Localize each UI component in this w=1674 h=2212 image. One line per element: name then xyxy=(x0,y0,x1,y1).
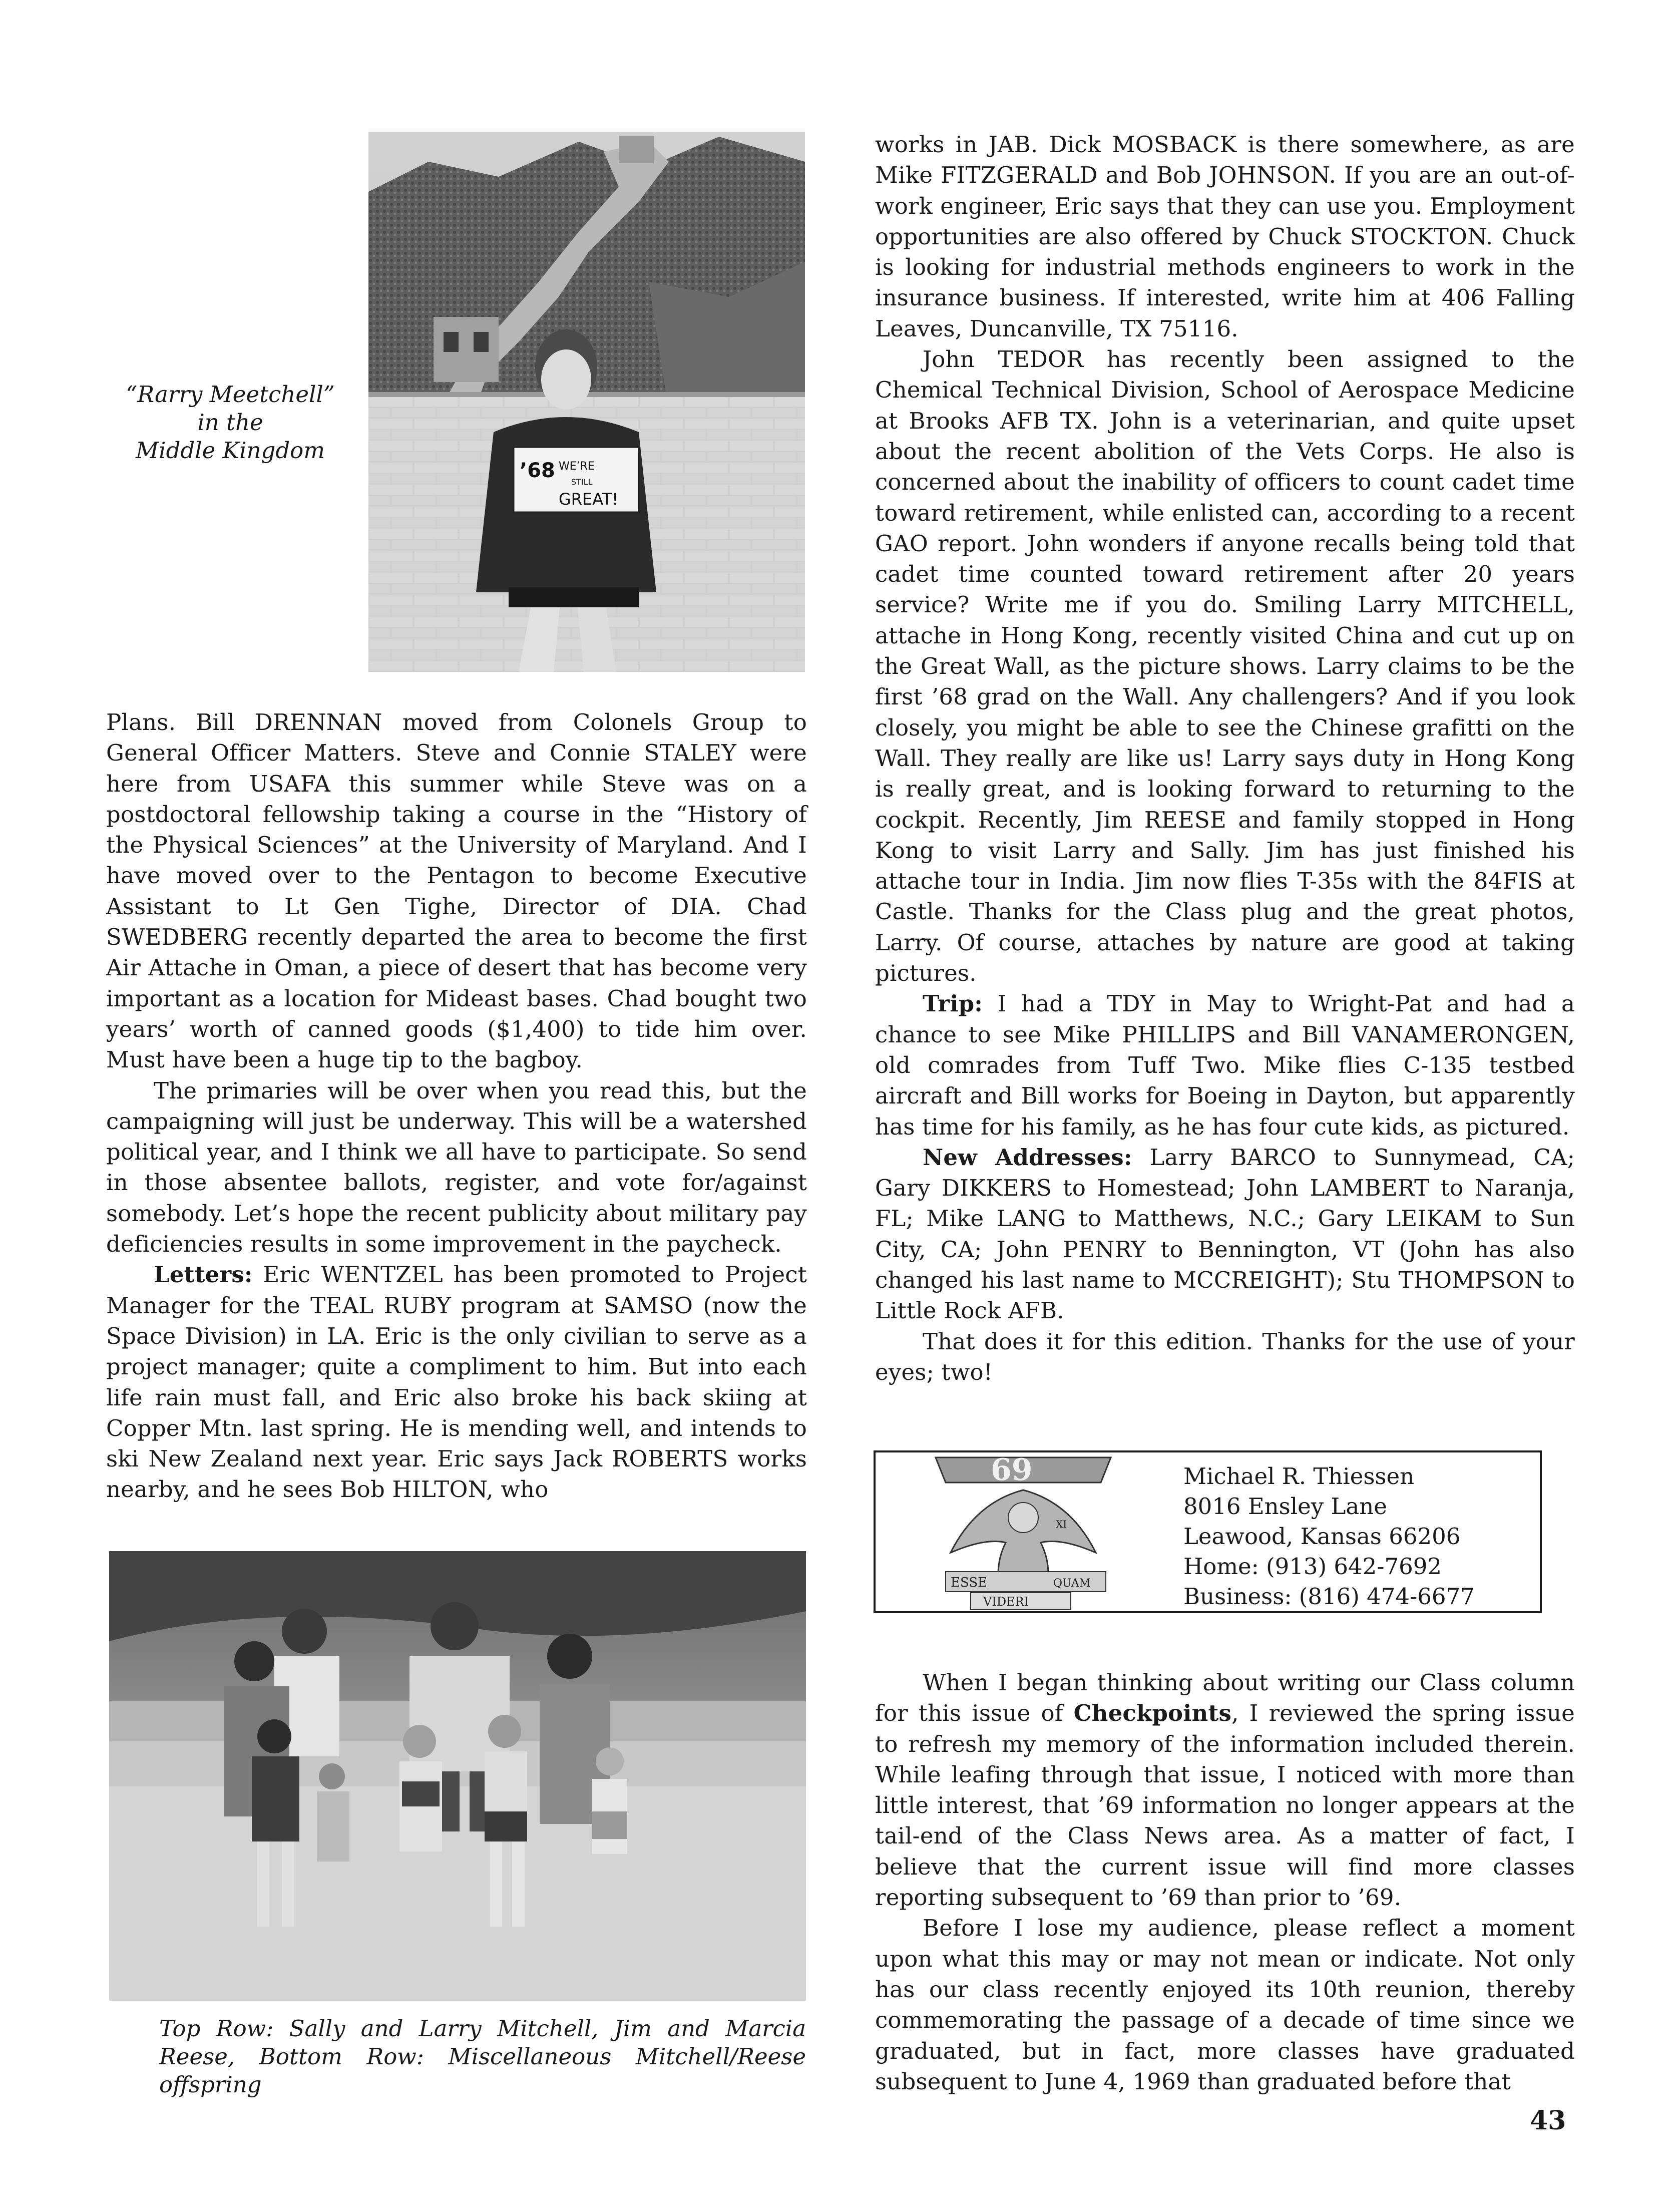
wall-caption-line: “Rarry Meetchell” xyxy=(126,381,335,408)
beach-family-photo-drawing xyxy=(109,1551,806,2001)
paragraph-text: When I began thinking about writing our Class column for this issue of xyxy=(875,1669,1575,1727)
paragraph xyxy=(875,1667,1575,1913)
paragraph: The primaries will be over when you read this, but the campaigning will just be underway. This will be a watershed political year, and I think we all have to participate. So send in those absentee ballots, register, and vote for/against somebody. Let’s hope the recent publicity about military pay deficiencies results in some improvement in the paycheck. xyxy=(106,1077,807,1258)
crest-year: 69 xyxy=(991,1452,1033,1488)
section-heading-trip: Trip: xyxy=(923,990,983,1017)
great-wall-photo xyxy=(368,132,805,672)
scribe-street: 8016 Ensley Lane xyxy=(1183,1493,1387,1520)
paragraph xyxy=(875,988,1575,1142)
page-number: 43 xyxy=(1530,2105,1566,2136)
paragraph: John TEDOR has recently been assigned to the Chemical Technical Division, School of Aerospace Medicine at Brooks AFB TX. John is a veterinarian, and quite upset about the recent abolition of the Vets Corps. He also is concerned about the inability of officers to count cadet time toward retirement, while enlisted can, according to a recent GAO report. John wonders if anyone recalls being told that cadet time counted toward retirement after 20 years service? Write me if you do. Smiling Larry MITCHELL, attache in Hong Kong, recently visited China and cut up on the Great Wall, as the picture shows. Larry claims to be the first ’68 grad on the Wall. Any challengers? And if you look closely, you might be able to see the Chinese grafitti on the Wall. They really are like us! Larry says duty in Hong Kong is really great, and is looking forward to returning to the cockpit. Recently, Jim REESE and family stopped in Hong Kong to visit Larry and Sally. Jim has just finished his attache tour in India. Jim now flies T-35s with the 84FIS at Castle. Thanks for the Class plug and the great photos, Larry. Of course, attaches by nature are good at taking pictures. xyxy=(875,346,1575,987)
scribe-business-phone: Business: (816) 474-6677 xyxy=(1183,1583,1475,1610)
paragraph-text: Larry BARCO to Sunnymead, CA; Gary DIKKERS to Homestead; John LAMBERT to Naranja, FL; Mike LANG to Matthews, N.C.; Gary LEIKAM to Sun City, CA; John PENRY to Bennington, VT (John has also changed his last name to MCCREIGHT); Stu THOMPSON to Little Rock AFB. xyxy=(875,1144,1575,1324)
class-69-address-box xyxy=(874,1450,1542,1613)
paragraph: That does it for this edition. Thanks for the use of your eyes; two! xyxy=(875,1328,1575,1385)
section-heading-new-addresses: New Addresses: xyxy=(923,1144,1132,1171)
great-wall-photo-drawing xyxy=(368,132,805,672)
paragraph xyxy=(875,1142,1575,1326)
scribe-home-phone: Home: (913) 642-7692 xyxy=(1183,1553,1442,1580)
paragraph: works in JAB. Dick MOSBACK is there somewhere, as are Mike FITZGERALD and Bob JOHNSON. If you are an out-of-work engineer, Eric says that they can use you. Employment opportunities are also offered by Chuck STOCKTON. Chuck is looking for industrial methods engineers to work in the insurance business. If interested, write him at 406 Falling Leaves, Duncanville, TX 75116. xyxy=(875,131,1575,342)
wall-sign-line2: STILL xyxy=(571,477,593,487)
paragraph-text: Eric WENTZEL has been promoted to Project Manager for the TEAL RUBY program at SAMSO (now the Space Division) in LA. Eric is the only civilian to serve as a project manager; quite a compliment to him. But into each life rain must fall, and Eric also broke his back skiing at Copper Mtn. last spring. He is mending well, and intends to ski New Zealand next year. Eric says Jack ROBERTS works nearby, and he sees Bob HILTON, who xyxy=(106,1261,807,1503)
class-69-column-text xyxy=(875,1667,1575,2097)
wall-sign-line3: GREAT! xyxy=(559,490,619,509)
wall-caption-line: Middle Kingdom xyxy=(136,437,325,464)
beach-family-photo xyxy=(109,1551,806,2001)
scribe-address xyxy=(1183,1461,1475,1612)
scribe-city: Leawood, Kansas 66206 xyxy=(1183,1523,1461,1550)
scribe-name: Michael R. Thiessen xyxy=(1183,1463,1415,1490)
paragraph-text: , I reviewed the spring issue to refresh my memory of the information included therein. While leafing through that issue, I noticed with more than little interest, that ’69 information no longer appears at the tail-end of the Class News area. As a matter of fact, I believe that the current issue will find more classes reporting subsequent to ’69 than prior to ’69. xyxy=(875,1700,1575,1911)
paragraph: Plans. Bill DRENNAN moved from Colonels Group to General Officer Matters. Steve and Connie STALEY were here from USAFA this summer while Steve was on a postdoctoral fellowship taking a course in the “History of the Physical Sciences” at the University of Maryland. And I have moved over to the Pentagon to become Executive Assistant to Lt Gen Tighe, Director of DIA. Chad SWEDBERG recently departed the area to become the first Air Attache in Oman, a piece of desert that has become very important as a location for Mideast bases. Chad bought two years’ worth of canned goods ($1,400) to tide him over. Must have been a huge tip to the bagboy. xyxy=(106,709,807,1073)
right-column-text xyxy=(875,129,1575,1387)
crest-motto-word: QUAM xyxy=(1053,1577,1091,1590)
class-69-crest-icon xyxy=(916,1442,1131,1623)
paragraph: Before I lose my audience, please reflect a moment upon what this may or may not mean or indicate. Not only has our class recently enjoyed its 10th reunion, thereby commemorating the passage of a decade of time since we graduated, but in fact, more classes have graduated subsequent to June 4, 1969 than graduated before that xyxy=(875,1915,1575,2095)
paragraph xyxy=(106,1259,807,1505)
wall-caption-line: in the xyxy=(197,409,263,436)
wall-sign-line1: WE’RE xyxy=(559,460,595,473)
paragraph-text: I had a TDY in May to Wright-Pat and had a chance to see Mike PHILLIPS and Bill VANAMERONGEN, old comrades from Tuff Two. Mike flies C-135 testbed aircraft and Bill works for Boeing in Dayton, but apparently has time for his family, as he has four cute kids, as pictured. xyxy=(875,990,1575,1140)
left-column-text xyxy=(106,707,807,1505)
beach-photo-caption: Top Row: Sally and Larry Mitchell, Jim and Marcia Reese, Bottom Row: Miscellaneous Mitchell/Reese offspring xyxy=(159,2015,806,2098)
wall-photo-caption xyxy=(105,381,355,465)
crest-numeral: XI xyxy=(1056,1518,1067,1530)
crest-motto-word: VIDERI xyxy=(983,1595,1029,1609)
crest-motto-word: ESSE xyxy=(951,1575,988,1590)
section-heading-letters: Letters: xyxy=(154,1261,253,1288)
wall-sign-year: ’68 xyxy=(520,459,555,482)
publication-title: Checkpoints xyxy=(1073,1700,1231,1727)
